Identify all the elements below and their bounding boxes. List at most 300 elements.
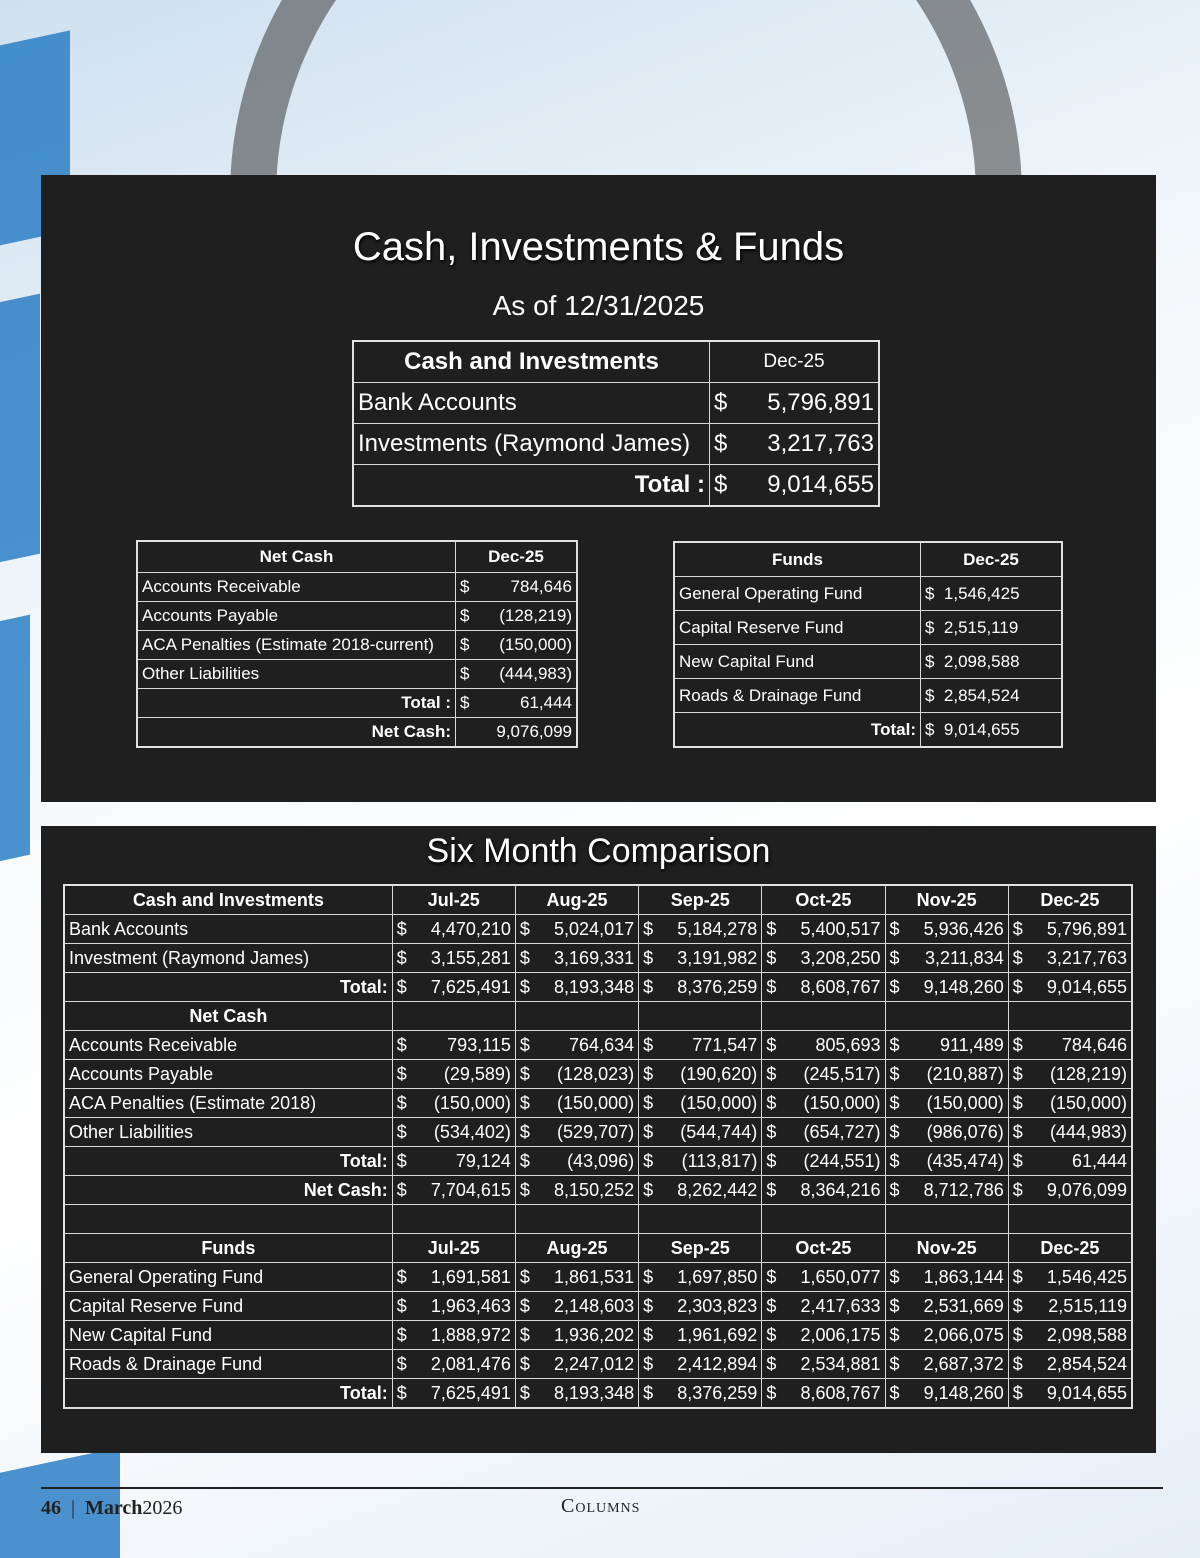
amount: 8,150,252: [554, 1179, 635, 1200]
amount: 8,376,259: [677, 976, 758, 997]
amount: (150,000): [557, 1092, 635, 1113]
amount-cell: [1008, 1118, 1132, 1147]
currency-symbol: $: [460, 635, 470, 654]
currency-symbol: $: [396, 1324, 407, 1345]
spacer-row: [64, 1205, 1132, 1234]
amount: 8,608,767: [800, 1382, 881, 1403]
currency-symbol: $: [396, 1353, 407, 1374]
amount: 1,697,850: [677, 1266, 758, 1287]
empty-cell: [1008, 1002, 1132, 1031]
amount-cell: [392, 1031, 515, 1060]
currency-symbol: $: [396, 976, 407, 997]
table-row: [353, 424, 879, 465]
amount: 3,191,982: [677, 947, 758, 968]
currency-symbol: $: [889, 1382, 900, 1403]
currency-symbol: $: [1012, 1382, 1023, 1403]
amount: (113,817): [681, 1150, 758, 1171]
month-header: Oct-25: [762, 1234, 885, 1263]
currency-symbol: $: [519, 1063, 530, 1084]
table-row: [674, 611, 1062, 645]
amount-cell: [639, 1321, 762, 1350]
row-label: Investments (Raymond James): [353, 424, 710, 465]
publication-name: Columns: [561, 1495, 641, 1517]
row-label: Capital Reserve Fund: [64, 1292, 392, 1321]
amount-cell: [515, 1089, 638, 1118]
amount: (444,983): [499, 664, 572, 683]
amount-cell: [762, 1263, 885, 1292]
amount-cell: [392, 1263, 515, 1292]
amount-cell: [885, 1379, 1008, 1409]
amount: (150,000): [803, 1092, 881, 1113]
empty-cell: [1008, 1205, 1132, 1234]
currency-symbol: $: [519, 1353, 530, 1374]
amount: 5,184,278: [677, 918, 758, 939]
empty-cell: [762, 1002, 885, 1031]
amount: 2,412,894: [677, 1353, 758, 1374]
table-row: [674, 679, 1062, 713]
amount: 8,364,216: [800, 1179, 881, 1200]
row-label: Roads & Drainage Fund: [674, 679, 921, 713]
net-cash-table: [136, 540, 578, 748]
currency-symbol: $: [889, 947, 900, 968]
empty-cell: [392, 1002, 515, 1031]
amount-cell: [885, 1350, 1008, 1379]
amount-cell: [885, 915, 1008, 944]
currency-symbol: $: [1012, 1063, 1023, 1084]
currency-symbol: $: [925, 651, 935, 671]
currency-symbol: $: [519, 976, 530, 997]
amount-cell: [392, 1118, 515, 1147]
month-header: Jul-25: [392, 885, 515, 915]
currency-symbol: $: [925, 583, 935, 603]
amount: (444,983): [1049, 1121, 1127, 1142]
currency-symbol: $: [766, 1382, 777, 1403]
amount-cell: [392, 1292, 515, 1321]
amount-cell: [639, 1060, 762, 1089]
currency-symbol: $: [1012, 1034, 1023, 1055]
amount: 8,608,767: [800, 976, 881, 997]
table-row: [137, 631, 577, 660]
amount: 1,650,077: [800, 1266, 881, 1287]
page-subtitle: As of 12/31/2025: [492, 290, 705, 321]
total-row: [674, 713, 1062, 748]
row-label: New Capital Fund: [674, 645, 921, 679]
amount: 8,193,348: [554, 976, 635, 997]
amount: 764,634: [569, 1034, 635, 1055]
row-label: Bank Accounts: [353, 383, 710, 424]
amount-cell: [515, 1321, 638, 1350]
currency-symbol: $: [396, 1150, 407, 1171]
amount-cell: [515, 1147, 638, 1176]
summary-panel: [41, 175, 1156, 802]
row-label: Accounts Payable: [64, 1060, 392, 1089]
currency-symbol: $: [460, 577, 470, 596]
amount: 2,854,524: [1046, 1353, 1127, 1374]
empty-cell: [885, 1205, 1008, 1234]
amount-cell: [1008, 1350, 1132, 1379]
amount: 2,066,075: [923, 1324, 1004, 1345]
amount: 1,546,425: [1046, 1266, 1127, 1287]
amount: 2,417,633: [800, 1295, 881, 1316]
currency-symbol: $: [519, 1295, 530, 1316]
amount-cell: [885, 1321, 1008, 1350]
currency-symbol: $: [519, 1034, 530, 1055]
currency-symbol: $: [1012, 1092, 1023, 1113]
amount: 2,303,823: [677, 1295, 758, 1316]
currency-symbol: $: [460, 693, 470, 712]
amount-cell: [639, 1147, 762, 1176]
separator: |: [71, 1497, 76, 1519]
currency-symbol: $: [766, 976, 777, 997]
currency-symbol: $: [519, 918, 530, 939]
table-header: Net Cash: [137, 541, 456, 573]
amount-cell: [392, 1060, 515, 1089]
currency-symbol: $: [519, 1092, 530, 1113]
amount: 1,861,531: [554, 1266, 635, 1287]
amount: (544,744): [680, 1121, 758, 1142]
amount: 9,148,260: [923, 1382, 1004, 1403]
table-row: [137, 602, 577, 631]
amount: 79,124: [455, 1150, 511, 1171]
amount-cell: [1008, 1321, 1132, 1350]
month-header: Dec-25: [1008, 885, 1132, 915]
row-label: Net Cash:: [64, 1176, 392, 1205]
month-header: Nov-25: [885, 885, 1008, 915]
row-label: Accounts Payable: [137, 602, 456, 631]
currency-symbol: $: [643, 918, 654, 939]
currency-symbol: $: [396, 1295, 407, 1316]
month-header: Aug-25: [515, 885, 638, 915]
empty-cell: [885, 1002, 1008, 1031]
amount: 1,888,972: [430, 1324, 511, 1345]
amount: 2,854,524: [943, 685, 1020, 705]
total-amount: 9,014,655: [943, 719, 1020, 739]
amount-cell: [515, 1060, 638, 1089]
table-row: [137, 573, 577, 602]
currency-symbol: $: [1012, 1266, 1023, 1287]
amount: (128,023): [557, 1063, 635, 1084]
amount: 5,796,891: [1046, 918, 1127, 939]
month-header: Aug-25: [515, 1234, 638, 1263]
currency-symbol: $: [889, 1353, 900, 1374]
amount-cell: [885, 1176, 1008, 1205]
amount-cell: [392, 1379, 515, 1409]
amount-cell: [639, 1118, 762, 1147]
currency-symbol: $: [889, 1179, 900, 1200]
amount-cell: [515, 1263, 638, 1292]
total-amount: 61,444: [520, 693, 572, 712]
currency-symbol: $: [643, 1034, 654, 1055]
currency-symbol: $: [889, 918, 900, 939]
table-row: [64, 1118, 1132, 1147]
amount-cell: [392, 1350, 515, 1379]
page-number: 46: [41, 1497, 61, 1519]
amount: 911,489: [939, 1034, 1004, 1055]
amount-cell: [515, 1379, 638, 1409]
currency-symbol: $: [519, 1266, 530, 1287]
currency-symbol: $: [766, 947, 777, 968]
currency-symbol: $: [1012, 1295, 1023, 1316]
amount: 9,014,655: [1046, 1382, 1127, 1403]
amount-cell: [762, 1379, 885, 1409]
currency-symbol: $: [766, 1063, 777, 1084]
amount-cell: [392, 973, 515, 1002]
amount: 8,712,786: [923, 1179, 1004, 1200]
currency-symbol: $: [643, 1295, 654, 1316]
amount: 3,155,281: [430, 947, 511, 968]
currency-symbol: $: [1012, 1324, 1023, 1345]
amount-cell: [885, 1089, 1008, 1118]
amount-cell: [639, 1263, 762, 1292]
currency-symbol: $: [1012, 1179, 1023, 1200]
currency-symbol: $: [766, 918, 777, 939]
currency-symbol: $: [766, 1150, 777, 1171]
amount: (986,076): [926, 1121, 1004, 1142]
table-row: [64, 1263, 1132, 1292]
amount: 2,098,588: [943, 651, 1020, 671]
amount: 9,076,099: [1046, 1179, 1127, 1200]
currency-symbol: $: [766, 1121, 777, 1142]
currency-symbol: $: [889, 1150, 900, 1171]
currency-symbol: $: [889, 1121, 900, 1142]
amount-cell: [762, 973, 885, 1002]
amount: 1,546,425: [943, 583, 1020, 603]
amount: 61,444: [1071, 1150, 1127, 1171]
amount-cell: [1008, 1379, 1132, 1409]
page-title: Cash, Investments & Funds: [352, 225, 845, 269]
amount: 793,115: [447, 1034, 511, 1055]
table-header: Cash and Investments: [64, 885, 392, 915]
amount-cell: [515, 1176, 638, 1205]
amount: 5,024,017: [554, 918, 635, 939]
currency-symbol: $: [643, 1092, 654, 1113]
amount: 1,936,202: [554, 1324, 635, 1345]
currency-symbol: $: [1012, 1121, 1023, 1142]
month-header: Dec-25: [1008, 1234, 1132, 1263]
currency-symbol: $: [396, 1266, 407, 1287]
amount-cell: [392, 1321, 515, 1350]
currency-symbol: $: [889, 976, 900, 997]
page-number-line: [41, 1497, 182, 1520]
table-header-row: [64, 1234, 1132, 1263]
amount: 2,687,372: [923, 1353, 1004, 1374]
currency-symbol: $: [396, 1063, 407, 1084]
currency-symbol: $: [1012, 976, 1023, 997]
empty-cell: [64, 1205, 392, 1234]
amount-cell: [639, 1292, 762, 1321]
total-row: [64, 973, 1132, 1002]
table-row: [353, 383, 879, 424]
currency-symbol: $: [396, 1179, 407, 1200]
amount-cell: [392, 1176, 515, 1205]
amount: 2,148,603: [554, 1295, 635, 1316]
amount: (150,000): [1049, 1092, 1127, 1113]
amount: 3,208,250: [800, 947, 881, 968]
currency-symbol: $: [766, 1179, 777, 1200]
amount: 1,863,144: [923, 1266, 1004, 1287]
amount: (654,727): [803, 1121, 881, 1142]
amount-cell: [762, 1031, 885, 1060]
currency-symbol: $: [766, 1266, 777, 1287]
amount: (150,000): [680, 1092, 758, 1113]
amount: (190,620): [680, 1063, 758, 1084]
row-label: Total:: [64, 1379, 392, 1409]
currency-symbol: $: [925, 617, 935, 637]
amount-cell: [885, 1263, 1008, 1292]
currency-symbol: $: [396, 918, 407, 939]
table-row: [64, 944, 1132, 973]
amount: (43,096): [567, 1150, 635, 1171]
amount: 3,169,331: [554, 947, 635, 968]
section-header: Net Cash: [64, 1002, 392, 1031]
amount-cell: [639, 915, 762, 944]
table-row: [64, 1060, 1132, 1089]
total-label: Total :: [353, 465, 710, 507]
empty-cell: [639, 1205, 762, 1234]
amount: (210,887): [926, 1063, 1004, 1084]
amount-cell: [1008, 915, 1132, 944]
table-row: [674, 645, 1062, 679]
amount: 2,081,476: [430, 1353, 511, 1374]
currency-symbol: $: [889, 1034, 900, 1055]
currency-symbol: $: [925, 685, 935, 705]
row-label: Accounts Receivable: [64, 1031, 392, 1060]
amount: 1,963,463: [430, 1295, 511, 1316]
amount: 771,547: [692, 1034, 758, 1055]
currency-symbol: $: [643, 1382, 654, 1403]
issue-month: March: [85, 1497, 143, 1519]
amount-cell: [1008, 1176, 1132, 1205]
page-footer: [41, 1487, 1163, 1519]
amount: 7,625,491: [430, 976, 511, 997]
month-header: Sep-25: [639, 885, 762, 915]
amount: (435,474): [926, 1150, 1004, 1171]
amount-cell: [1008, 1147, 1132, 1176]
currency-symbol: $: [889, 1092, 900, 1113]
amount: (150,000): [433, 1092, 511, 1113]
currency-symbol: $: [643, 1063, 654, 1084]
six-month-table: [63, 884, 1133, 1409]
amount-cell: [762, 1321, 885, 1350]
amount: 805,693: [815, 1034, 881, 1055]
currency-symbol: $: [396, 1034, 407, 1055]
amount-cell: [515, 973, 638, 1002]
row-label: Accounts Receivable: [137, 573, 456, 602]
amount: 1,961,692: [677, 1324, 758, 1345]
empty-cell: [762, 1205, 885, 1234]
currency-symbol: $: [889, 1295, 900, 1316]
net-cash-row: [137, 718, 577, 748]
amount: (534,402): [433, 1121, 511, 1142]
currency-symbol: $: [714, 430, 728, 457]
amount-cell: [885, 973, 1008, 1002]
amount: 784,646: [1061, 1034, 1127, 1055]
empty-cell: [515, 1205, 638, 1234]
currency-symbol: $: [766, 1295, 777, 1316]
row-label: Other Liabilities: [64, 1118, 392, 1147]
funds-table: [673, 541, 1063, 748]
amount: 8,193,348: [554, 1382, 635, 1403]
amount-cell: [515, 1350, 638, 1379]
amount: 3,217,763: [767, 430, 874, 457]
currency-symbol: $: [396, 1092, 407, 1113]
currency-symbol: $: [519, 1324, 530, 1345]
table-header: Cash and Investments: [353, 341, 710, 383]
amount-cell: [639, 1350, 762, 1379]
amount: 2,531,669: [923, 1295, 1004, 1316]
amount-cell: [885, 1031, 1008, 1060]
currency-symbol: $: [714, 471, 728, 498]
amount: 3,217,763: [1046, 947, 1127, 968]
row-label: Roads & Drainage Fund: [64, 1350, 392, 1379]
table-header: Dec-25: [710, 341, 880, 383]
table-row: [64, 1031, 1132, 1060]
section-header-row: [64, 1002, 1132, 1031]
currency-symbol: $: [889, 1063, 900, 1084]
amount-cell: [762, 915, 885, 944]
amount-cell: [762, 1292, 885, 1321]
empty-cell: [392, 1205, 515, 1234]
table-row: [64, 1292, 1132, 1321]
amount: 2,247,012: [554, 1353, 635, 1374]
amount-cell: [515, 944, 638, 973]
currency-symbol: $: [519, 1121, 530, 1142]
table-header: Funds: [674, 542, 921, 577]
currency-symbol: $: [643, 1179, 654, 1200]
currency-symbol: $: [766, 1092, 777, 1113]
amount: 784,646: [510, 577, 572, 596]
currency-symbol: $: [519, 1179, 530, 1200]
total-row: [64, 1147, 1132, 1176]
empty-cell: [639, 1002, 762, 1031]
currency-symbol: $: [396, 1121, 407, 1142]
row-label: ACA Penalties (Estimate 2018-current): [137, 631, 456, 660]
row-label: Capital Reserve Fund: [674, 611, 921, 645]
amount-cell: [885, 944, 1008, 973]
amount-cell: [762, 1089, 885, 1118]
month-header: Oct-25: [762, 885, 885, 915]
currency-symbol: $: [396, 947, 407, 968]
amount: (244,551): [803, 1150, 881, 1171]
amount-cell: [762, 1350, 885, 1379]
row-label: Total:: [64, 973, 392, 1002]
table-row: [64, 1350, 1132, 1379]
currency-symbol: $: [1012, 1150, 1023, 1171]
amount: 5,796,891: [767, 389, 874, 416]
amount-cell: [885, 1147, 1008, 1176]
amount-cell: [762, 1176, 885, 1205]
currency-symbol: $: [643, 1324, 654, 1345]
amount: (150,000): [499, 635, 572, 654]
amount: (128,219): [1049, 1063, 1127, 1084]
amount: 7,625,491: [430, 1382, 511, 1403]
amount-cell: [1008, 1089, 1132, 1118]
month-header: Nov-25: [885, 1234, 1008, 1263]
row-label: Investment (Raymond James): [64, 944, 392, 973]
row-label: General Operating Fund: [64, 1263, 392, 1292]
table-header: Funds: [64, 1234, 392, 1263]
amount: 2,534,881: [800, 1353, 881, 1374]
amount-cell: [885, 1118, 1008, 1147]
amount: 1,691,581: [430, 1266, 511, 1287]
table-row: [674, 577, 1062, 611]
empty-cell: [515, 1002, 638, 1031]
currency-symbol: $: [460, 606, 470, 625]
total-amount: 9,014,655: [767, 471, 874, 498]
row-label: Other Liabilities: [137, 660, 456, 689]
table-row: [64, 915, 1132, 944]
amount-cell: [392, 915, 515, 944]
